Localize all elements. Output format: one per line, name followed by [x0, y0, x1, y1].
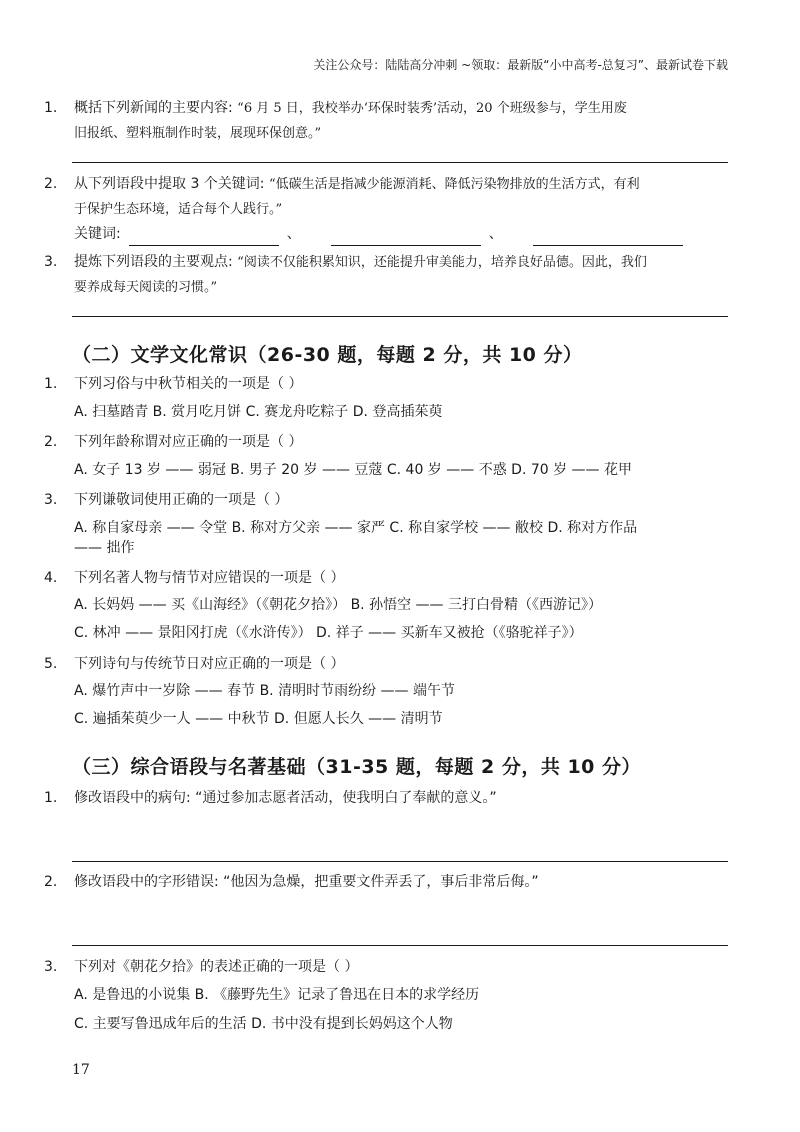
- s2-question-4: [44, 566, 734, 590]
- question-number: 2.: [44, 176, 58, 192]
- question-prompt: 提炼下列语段的主要观点:: [74, 254, 238, 270]
- s2-question-2: [44, 430, 734, 454]
- question-number: 3.: [44, 492, 58, 508]
- s3-question-1: [44, 786, 734, 810]
- question-quote: “低碳生活是指减少能源消耗、降低污染物排放的生活方式，有利: [268, 177, 640, 192]
- page-number: 17: [72, 1062, 90, 1078]
- s3-question-2: [44, 870, 734, 894]
- question-stem: 修改语段中的病句: “通过参加志愿者活动，使我明白了奉献的意义。”: [74, 790, 497, 806]
- separator: 、: [286, 226, 301, 242]
- section-title: （三）综合语段与名著基础（31-35 题，每题 2 分，共 10 分）: [72, 756, 642, 778]
- answer-line[interactable]: [72, 945, 728, 946]
- question-stem: 下列年龄称谓对应正确的一项是（ ）: [74, 434, 303, 450]
- question-number: 2.: [44, 434, 58, 450]
- keyword-row: [44, 222, 734, 246]
- s2-question-5: [44, 652, 734, 676]
- s2-question-1: [44, 372, 734, 396]
- keyword-blank-1[interactable]: [129, 229, 279, 246]
- answer-line[interactable]: [72, 162, 728, 163]
- s3-question-3: [44, 955, 734, 979]
- option-line: C. 林冲 —— 景阳冈打虎（《水浒传》） D. 祥子 —— 买新车又被抢（《骆驼祥子》）: [74, 625, 583, 641]
- option-line: C. 遍插茱萸少一人 —— 中秋节 D. 但愿人长久 —— 清明节: [74, 711, 443, 727]
- question-quote-cont: 旧报纸、塑料瓶制作时装，展现环保创意。”: [74, 126, 322, 141]
- question-quote: “6 月 5 日，我校举办‘环保时装秀’活动，20 个班级参与，学生用废: [237, 101, 627, 116]
- option-line: —— 拙作: [74, 540, 135, 556]
- question-stem: 下列名著人物与情节对应错误的一项是（ ）: [74, 570, 345, 586]
- question-1: [44, 96, 734, 146]
- answer-line[interactable]: [72, 861, 728, 862]
- question-prompt: 从下列语段中提取 3 个关键词:: [74, 176, 269, 192]
- question-number: 2.: [44, 874, 58, 890]
- question-quote-cont: 要养成每天阅读的习惯。”: [74, 280, 218, 295]
- option-line: A. 长妈妈 —— 买《山海经》（《朝花夕拾》） B. 孙悟空 —— 三打白骨精（《西游记》）: [74, 597, 602, 613]
- question-number: 1.: [44, 376, 58, 392]
- question-stem: 下列习俗与中秋节相关的一项是（ ）: [74, 376, 303, 392]
- separator: 、: [488, 226, 503, 242]
- option-line: A. 扫墓踏青 B. 赏月吃月饼 C. 赛龙舟吃粽子 D. 登高插茱萸: [74, 404, 443, 420]
- question-stem: 下列谦敬词使用正确的一项是（ ）: [74, 492, 289, 508]
- option-line: A. 爆竹声中一岁除 —— 春节 B. 清明时节雨纷纷 —— 端午节: [74, 683, 455, 699]
- s2-question-3: [44, 488, 734, 512]
- option-line: A. 是鲁迅的小说集 B. 《藤野先生》记录了鲁迅在日本的求学经历: [74, 987, 480, 1003]
- question-number: 3.: [44, 959, 58, 975]
- question-number: 1.: [44, 790, 58, 806]
- option-line: C. 主要写鲁迅成年后的生活 D. 书中没有提到长妈妈这个人物: [74, 1016, 453, 1032]
- keyword-blank-3[interactable]: [533, 229, 683, 246]
- question-number: 5.: [44, 656, 58, 672]
- answer-line[interactable]: [72, 316, 728, 317]
- question-stem: 下列对《朝花夕拾》的表述正确的一项是（ ）: [74, 959, 359, 975]
- question-2: [44, 172, 734, 222]
- question-prompt: 概括下列新闻的主要内容:: [74, 100, 238, 116]
- option-line: A. 女子 13 岁 —— 弱冠 B. 男子 20 岁 —— 豆蔻 C. 40 岁 —— 不惑 D. 70 岁 —— 花甲: [74, 462, 633, 478]
- question-number: 1.: [44, 100, 58, 116]
- question-quote: “阅读不仅能积累知识，还能提升审美能力，培养良好品德。因此，我们: [237, 255, 647, 270]
- section-title: （二）文学文化常识（26-30 题，每题 2 分，共 10 分）: [72, 344, 583, 366]
- page-header: 关注公众号：陆陆高分冲刺 ~领取：最新版“小中高考-总复习”、最新试卷下载: [313, 58, 728, 72]
- question-3: [44, 250, 734, 300]
- question-quote-cont: 于保护生态环境，适合每个人践行。”: [74, 202, 283, 217]
- keyword-label: 关键词:: [74, 226, 121, 242]
- keyword-blank-2[interactable]: [331, 229, 481, 246]
- question-number: 4.: [44, 570, 58, 586]
- option-line: A. 称自家母亲 —— 令堂 B. 称对方父亲 —— 家严 C. 称自家学校 —— 敝校 D. 称对方作品: [74, 520, 638, 536]
- question-stem: 修改语段中的字形错误: “他因为急燥，把重要文件弄丢了，事后非常后侮。”: [74, 874, 539, 890]
- question-stem: 下列诗句与传统节日对应正确的一项是（ ）: [74, 656, 345, 672]
- question-number: 3.: [44, 254, 58, 270]
